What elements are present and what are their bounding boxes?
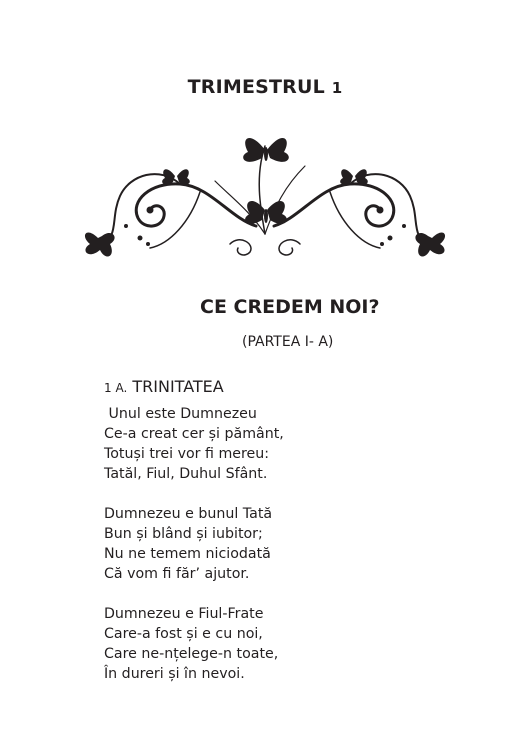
poem-stanza	[104, 604, 284, 684]
lesson-heading: CE CREDEM NOI?	[200, 296, 380, 318]
poem-line: Unul este Dumnezeu	[104, 406, 257, 422]
butterfly-flourish-ornament-icon	[80, 126, 450, 266]
poem-stanza	[104, 504, 284, 584]
poem	[104, 404, 284, 704]
page-title	[0, 76, 530, 98]
poem-stanza	[104, 404, 284, 484]
poem-line: În dureri și în nevoi.	[104, 666, 245, 682]
poem-line: Dumnezeu e Fiul-Frate	[104, 606, 264, 622]
lesson-subheading: (PARTEA I- A)	[242, 334, 334, 350]
poem-line: Ce-a creat cer și pământ,	[104, 426, 284, 442]
poem-line: Bun și blând și iubitor;	[104, 526, 263, 542]
title-number: 1	[331, 79, 343, 97]
section-number: 1 A.	[104, 381, 128, 395]
section-title	[104, 377, 224, 396]
poem-line: Dumnezeu e bunul Tată	[104, 506, 273, 522]
poem-line: Tatăl, Fiul, Duhul Sfânt.	[104, 466, 268, 482]
poem-line: Care ne-nțelege-n toate,	[104, 646, 279, 662]
title-text: TRIMESTRUL	[187, 76, 325, 98]
poem-line: Totuși trei vor fi mereu:	[104, 446, 270, 462]
poem-line: Care-a fost și e cu noi,	[104, 626, 263, 642]
section-name: TRINITATEA	[132, 377, 224, 396]
poem-line: Că vom fi făr’ ajutor.	[104, 566, 250, 582]
poem-line: Nu ne temem niciodată	[104, 546, 271, 562]
